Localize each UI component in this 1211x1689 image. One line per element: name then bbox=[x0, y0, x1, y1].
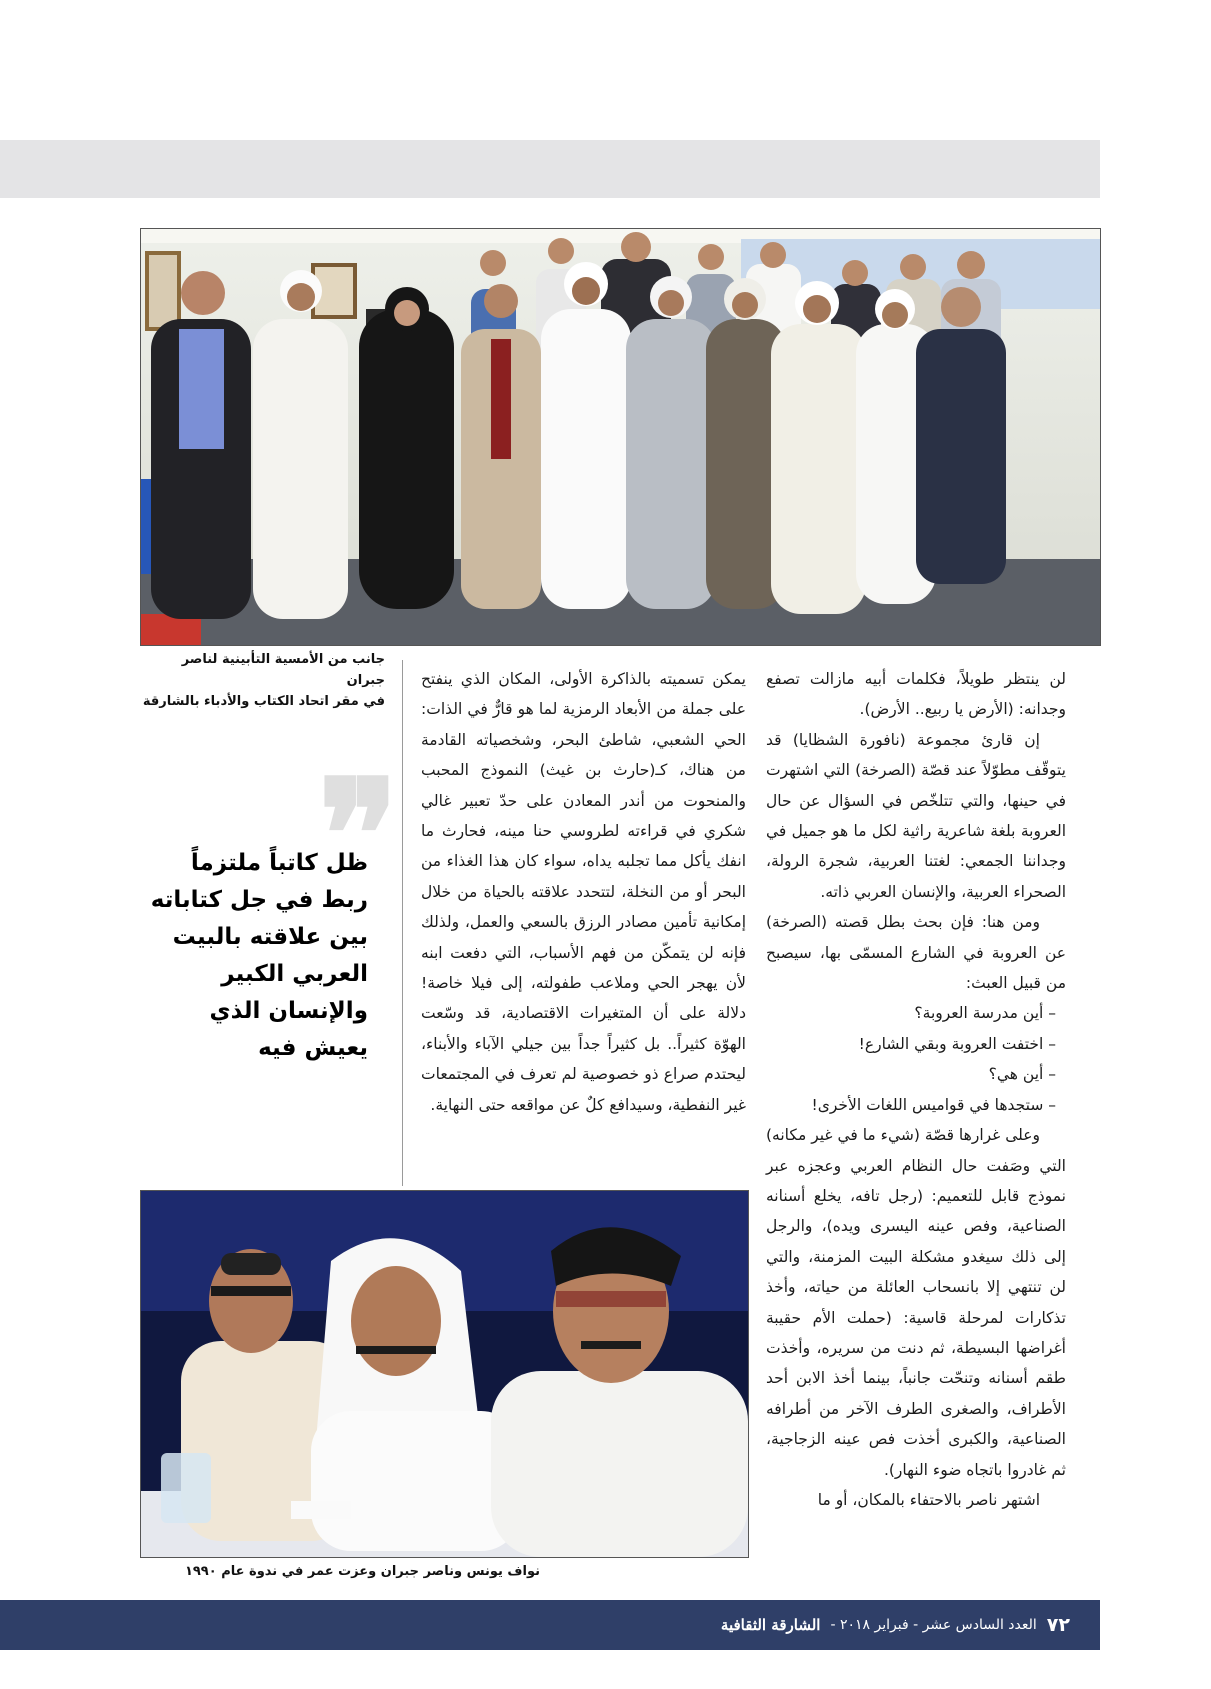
paragraph: إن قارئ مجموعة (نافورة الشظايا) قد يتوقّف مطوّلاً عند قصّة (الصرخة) التي اشتهرت في حينها، والتي تتلخّص في السؤال عن حال العروبة بلغة شاعرية راثية لكل ما هو جميل في وجداننا الجمعي: لغتنا العربية، شجرة الرولة، الصحراء العربية، والإنسان العربي ذاته. bbox=[766, 730, 1066, 901]
paragraph: لن ينتظر طويلاً، فكلمات أبيه مازالت تصفع وجدانه: (الأرض يا ربيع.. الأرض). bbox=[766, 670, 1066, 719]
paragraph: اشتهر ناصر بالاحتفاء بالمكان، أو ما bbox=[817, 1490, 1040, 1509]
pull-quote-line: يعيش فيه bbox=[258, 1035, 368, 1061]
dialogue-line: – أين هي؟ bbox=[988, 1065, 1056, 1084]
dialogue-line: – اختفت العروبة وبقي الشارع! bbox=[858, 1034, 1056, 1053]
footer-band bbox=[0, 1600, 1100, 1650]
pull-quote-line: العربي الكبير bbox=[221, 961, 368, 987]
dialogue-line: – أين مدرسة العروبة؟ bbox=[914, 1004, 1056, 1023]
footer-info bbox=[721, 1600, 1070, 1650]
pull-quote-line: ظل كاتباً ملتزماً bbox=[190, 850, 368, 876]
pull-quote-line: والإنسان الذي bbox=[209, 998, 368, 1024]
dialogue-line: – ستجدها في قواميس اللغات الأخرى! bbox=[811, 1095, 1056, 1114]
column-divider bbox=[402, 660, 403, 1186]
pull-quote bbox=[140, 845, 368, 1067]
article-column-middle bbox=[421, 664, 746, 1120]
seminar-photo bbox=[140, 1190, 749, 1558]
quote-mark-icon: ❞ bbox=[318, 747, 399, 923]
paragraph: وعلى غرارها قصّة (شيء ما في غير مكانه) التي وصَفت حال النظام العربي وعجزه عبر نموذج قابل للتعميم: (رجل تافه، يخلع أسنانه الصناعية، وفص عينه اليسرى ويده)، والرجل إلى ذلك سيغدو مشكلة البيت المزمنة، والتي لن تنتهي إلا بانسحاب العائلة من حياته، وأخذ تذكارات لمرحلة قاسية: (حملت الأم حقيبة أغراضها البسيطة، ثم دنت من سريره، وأخذت طقم أسنانه وتنحّت جانباً، بينما أخذ الابن أحد الأطراف، والصغرى الطرف الآخر من أطرافه الصناعية، والكبرى أخذت فص عينه الزجاجية، ثم غادروا باتجاه ضوء النهار). bbox=[766, 1126, 1066, 1479]
seminar-photo-caption: نواف يونس وناصر جبران وعزت عمر في ندوة عام ١٩٩٠ bbox=[184, 1564, 540, 1579]
group-photo bbox=[140, 228, 1101, 646]
paragraph: ومن هنا: فإن بحث بطل قصته (الصرخة) عن العروبة في الشارع المسمّى بها، سيصبح من قبيل العبث: bbox=[766, 913, 1066, 993]
issue-info: العدد السادس عشر - فبراير ٢٠١٨ - bbox=[830, 1617, 1037, 1633]
header-band bbox=[0, 140, 1100, 198]
group-photo-caption bbox=[140, 649, 385, 712]
article-column-right bbox=[766, 664, 1066, 1515]
page-number: ٧٢ bbox=[1046, 1614, 1070, 1636]
paragraph: يمكن تسميته بالذاكرة الأولى، المكان الذي ينفتح على جملة من الأبعاد الرمزية لما هو قارٌّ في الذات: الحي الشعبي، شاطئ البحر، وشخصياته القادمة من هناك، كـ(حارث بن غيث) النموذج المحبب والمنحوت من أندر المعادن على حدّ تعبير غالي شكري في قراءته لطروسي حنا مينه، فحارث ما انفك يأكل مما تجلبه يداه، سواء كان هذا الغذاء من البحر أو من النخلة، لتتحدد علاقته بالحياة من خلال إمكانية تأمين مصادر الرزق بالسعي والعمل، ولذلك فإنه لن يتمكّن من فهم الأسباب، التي دفعت ابنه لأن يهجر الحي وملاعب طفولته، إلى فيلا خاصة! دلالة على أن المتغيرات الاقتصادية، قد وسّعت الهوّة كثيراً.. بل كثيراً جداً بين جيلي الآباء والأبناء، ليحتدم صراع ذو خصوصية لم تعرف في المجتمعات غير النفطية، وسيدافع كلٌ عن مواقعه حتى النهاية. bbox=[421, 670, 746, 1114]
pull-quote-line: بين علاقته بالبيت bbox=[172, 924, 368, 950]
pull-quote-line: ربط في جل كتاباته bbox=[150, 887, 368, 913]
seminar-photo-illustration bbox=[141, 1191, 748, 1557]
group-photo-caption-line1: جانب من الأمسية التأبينية لناصر جبران bbox=[181, 652, 385, 688]
group-photo-illustration bbox=[141, 229, 1100, 645]
group-photo-caption-line2: في مقر اتحاد الكتاب والأدباء بالشارقة bbox=[142, 694, 385, 709]
magazine-title: الشارقة الثقافية bbox=[720, 1616, 821, 1634]
